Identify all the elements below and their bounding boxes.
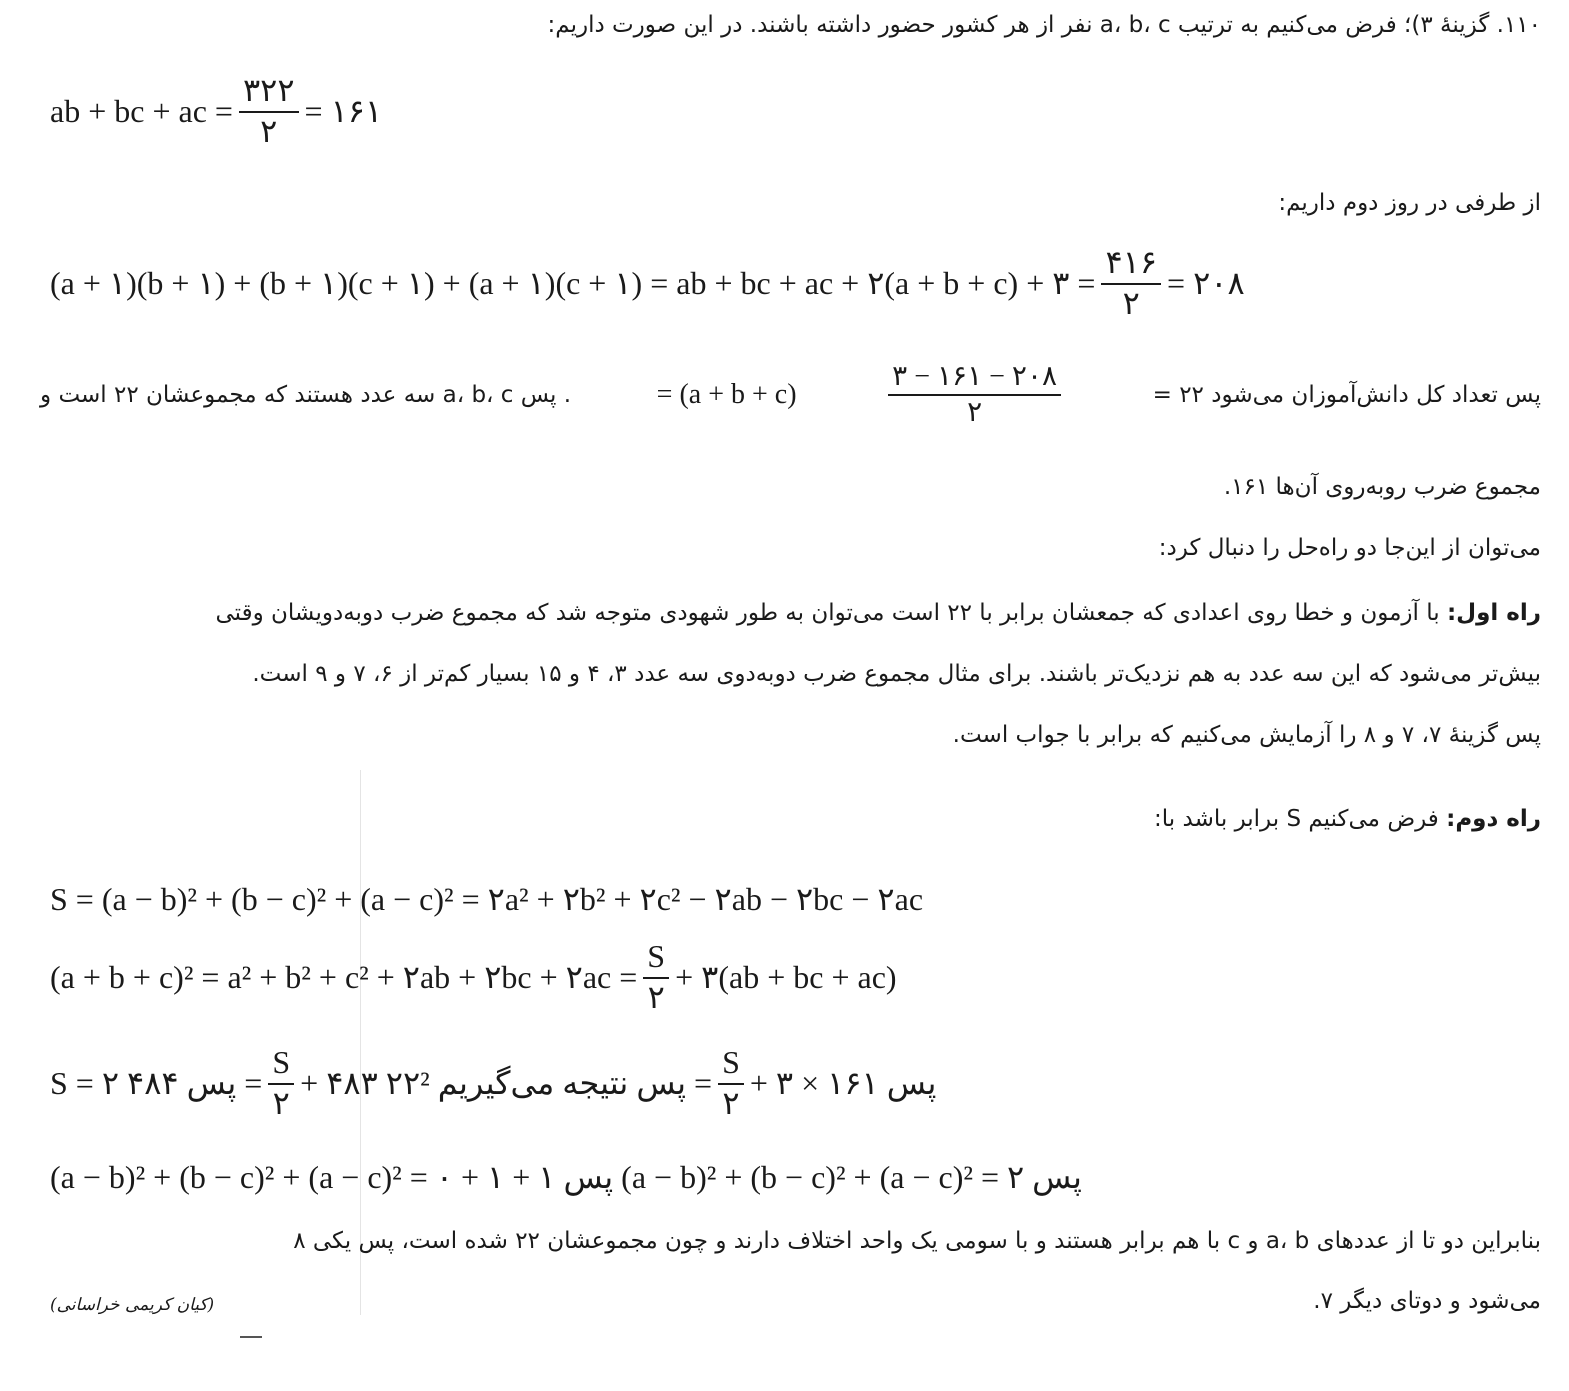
- way1-line-1: [216, 600, 1542, 626]
- total-pre: پس تعداد کل دانش‌آموزان می‌شود ۲۲ =: [1152, 381, 1541, 408]
- total-fraction: [888, 362, 1061, 428]
- conclusion-line-2: می‌شود و دوتای دیگر ۷.: [1313, 1288, 1541, 1314]
- total-line-2: مجموع ضرب روبه‌روی آن‌ها ۱۶۱.: [1223, 474, 1541, 500]
- scan-mark: [240, 1336, 262, 1338]
- way1-line-3: پس گزینهٔ ۷، ۷ و ۸ را آزمایش می‌کنیم که برابر با جواب است.: [952, 722, 1541, 748]
- math-line-2: [50, 940, 897, 1014]
- total-line: [40, 362, 1541, 428]
- m3-fraction-1: [268, 1046, 294, 1120]
- eq1-fraction: [239, 74, 299, 148]
- way1-label: راه اول:: [1446, 600, 1541, 626]
- two-ways-line: می‌توان از این‌جا دو راه‌حل را دنبال کرد:: [1158, 535, 1541, 561]
- math-line-1: S = (a − b)² + (b − c)² + (a − c)² = ۲a² + ۲b² + ۲c² − ۲ab − ۲bc − ۲ac: [50, 881, 924, 917]
- m2-left: (a + b + c)² = a² + b² + c² + ۲ab + ۲bc + ۲ac =: [50, 959, 638, 996]
- m2-right: + ۳(ab + bc + ac): [675, 959, 897, 996]
- m3-denominator-2: ۲: [722, 1084, 740, 1121]
- way2-line-1: [1154, 806, 1541, 832]
- m2-fraction: [643, 940, 669, 1014]
- conclusion-line-1: بنابراین دو تا از عددهای a، b و c با هم برابر هستند و با سومی یک واحد اختلاف دارند و چون مجموعشان ۲۲ شده است، پس یکی ۸: [293, 1228, 1541, 1254]
- m3-part-a: S = ۲ پس ۴۸۴ =: [50, 1065, 263, 1102]
- eq2-right: = ۲۰۸: [1167, 265, 1245, 302]
- math-line-3: [50, 1046, 936, 1120]
- m3-numerator-2: S: [718, 1046, 744, 1085]
- eq2-fraction: [1101, 246, 1161, 320]
- m3-part-c: + ۳ × ۱۶۱ پس: [749, 1065, 937, 1102]
- eq1-denominator: ۲: [260, 112, 278, 149]
- equation-2: [50, 246, 1245, 320]
- author-credit: (کیان کریمی خراسانی): [50, 1295, 215, 1315]
- eq1-left: ab + bc + ac =: [50, 92, 233, 129]
- math-line-4: (a − b)² + (b − c)² + (a − c)² = ۰ + ۱ + ۱ پس (a − b)² + (b − c)² + (a − c)² = ۲ پس: [50, 1159, 1082, 1195]
- way1-line-2: بیش‌تر می‌شود که این سه عدد به هم نزدیک‌تر باشند. برای مثال مجموع ضرب دوبه‌دوی سه عدد ۳، ۴ و ۱۵ بسیار کم‌تر از ۶، ۷ و ۹ است.: [252, 661, 1541, 687]
- total-post-math: = (a + b + c): [656, 378, 797, 410]
- total-numerator: ۲۰۸ − ۱۶۱ − ۳: [888, 362, 1061, 396]
- m3-numerator-1: S: [268, 1046, 294, 1085]
- eq1-numerator: ۳۲۲: [239, 74, 299, 113]
- m3-fraction-2: [718, 1046, 744, 1120]
- total-post-text: . پس a، b، c سه عدد هستند که مجموعشان ۲۲ است و: [40, 381, 572, 408]
- eq2-left: (a + ۱)(b + ۱) + (b + ۱)(c + ۱) + (a + ۱)(c + ۱) = ab + bc + ac + ۲(a + b + c) + ۳ =: [50, 265, 1096, 302]
- intro-line: ۱۱۰. گزینهٔ ۳)؛ فرض می‌کنیم به ترتیب a، b، c نفر از هر کشور حضور داشته باشند. در این صورت داریم:: [547, 12, 1541, 38]
- m3-denominator-1: ۲: [272, 1084, 290, 1121]
- eq2-denominator: ۲: [1122, 284, 1140, 321]
- day2-line: از طرفی در روز دوم داریم:: [1278, 190, 1541, 216]
- eq1-right: = ۱۶۱: [304, 93, 383, 130]
- eq2-numerator: ۴۱۶: [1101, 246, 1161, 285]
- way1-text-1: با آزمون و خطا روی اعدادی که جمعشان برابر با ۲۲ است می‌توان به طور شهودی متوجه شد که مجموع ضرب دوبه‌دویشان وقتی: [215, 600, 1447, 626]
- m3-part-b: + ۴۸۳ پس نتیجه می‌گیریم ۲۲² =: [300, 1065, 713, 1102]
- m2-numerator: S: [643, 940, 669, 979]
- m2-denominator: ۲: [647, 978, 665, 1015]
- way2-text-1: فرض می‌کنیم S برابر باشد با:: [1154, 806, 1447, 832]
- total-denominator: ۲: [967, 397, 983, 429]
- way2-label: راه دوم:: [1446, 806, 1541, 832]
- equation-1: [50, 74, 382, 148]
